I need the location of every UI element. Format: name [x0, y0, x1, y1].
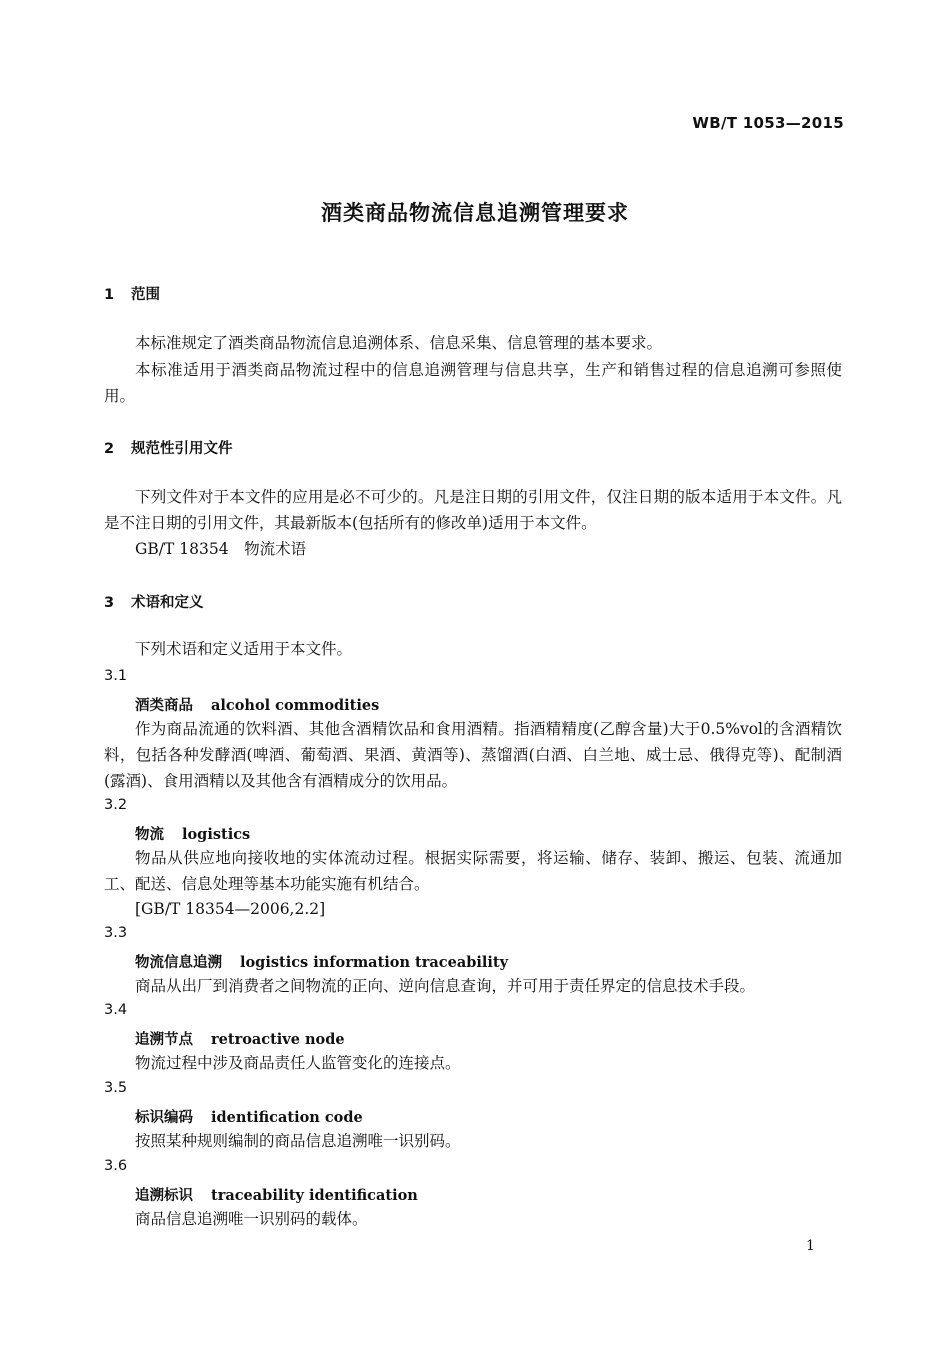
section-number: 1 — [104, 287, 115, 303]
term-heading — [135, 1028, 345, 1049]
term-zh: 酒类商品 — [135, 698, 193, 714]
term-source: [GB/T 18354—2006,2.2] — [135, 900, 326, 918]
term-number: 3.3 — [104, 925, 128, 941]
term-zh: 物流 — [135, 827, 164, 843]
term-definition: 物品从供应地向接收地的实体流动过程。根据实际需要，将运输、储存、装卸、搬运、包装、流通加工、配送、信息处理等基本功能实施有机结合。 — [104, 849, 842, 893]
term-heading — [135, 951, 508, 972]
section-3-heading — [104, 591, 204, 612]
section-title: 规范性引用文件 — [131, 441, 233, 457]
section-2-paragraph-1: 下列文件对于本文件的应用是必不可少的。凡是注日期的引用文件，仅注日期的版本适用于本文件。凡是不注日期的引用文件，其最新版本(包括所有的修改单)适用于本文件。 — [104, 488, 842, 532]
term-number: 3.5 — [104, 1080, 128, 1096]
term-zh: 追溯节点 — [135, 1032, 193, 1048]
term-zh: 物流信息追溯 — [135, 955, 222, 971]
term-number: 3.1 — [104, 668, 128, 684]
page-number: 1 — [806, 1238, 815, 1254]
term-definition: 商品从出厂到消费者之间物流的正向、逆向信息查询，并可用于责任界定的信息技术手段。 — [135, 977, 756, 995]
section-title: 范围 — [131, 287, 160, 303]
term-zh: 追溯标识 — [135, 1188, 193, 1204]
term-definition: 商品信息追溯唯一识别码的载体。 — [135, 1210, 368, 1228]
term-number: 3.6 — [104, 1158, 128, 1174]
term-en: alcohol commodities — [211, 697, 380, 714]
term-en: retroactive node — [211, 1031, 345, 1048]
term-heading — [135, 694, 379, 715]
section-number: 3 — [104, 595, 115, 611]
term-heading — [135, 1106, 363, 1127]
term-number: 3.2 — [104, 797, 128, 813]
term-heading — [135, 823, 250, 844]
term-definition: 物流过程中涉及商品责任人监管变化的连接点。 — [135, 1054, 461, 1072]
term-definition: 作为商品流通的饮料酒、其他含酒精饮品和食用酒精。指酒精精度(乙醇含量)大于0.5%vol的含酒精饮料，包括各种发酵酒(啤酒、葡萄酒、果酒、黄酒等)、蒸馏酒(白酒、白兰地、威士忌、俄得克等)、配制酒(露酒)、食用酒精以及其他含有酒精成分的饮用品。 — [104, 720, 842, 790]
term-en: traceability identification — [211, 1187, 418, 1204]
section-1-heading — [104, 283, 160, 304]
term-zh: 标识编码 — [135, 1110, 193, 1126]
section-1-paragraph-2: 本标准适用于酒类商品物流过程中的信息追溯管理与信息共享，生产和销售过程的信息追溯可参照使用。 — [104, 361, 842, 405]
standard-code: WB/T 1053—2015 — [692, 114, 844, 132]
document-title: 酒类商品物流信息追溯管理要求 — [321, 201, 629, 225]
term-en: logistics — [182, 826, 251, 843]
section-number: 2 — [104, 441, 115, 457]
term-en: logistics information traceability — [240, 954, 509, 971]
section-title: 术语和定义 — [131, 595, 204, 611]
term-number: 3.4 — [104, 1002, 128, 1018]
term-definition: 按照某种规则编制的商品信息追溯唯一识别码。 — [135, 1132, 461, 1150]
section-3-intro: 下列术语和定义适用于本文件。 — [135, 640, 353, 658]
section-2-heading — [104, 437, 233, 458]
normative-reference: GB/T 18354 物流术语 — [135, 540, 307, 558]
term-heading — [135, 1184, 418, 1205]
section-1-paragraph-1: 本标准规定了酒类商品物流信息追溯体系、信息采集、信息管理的基本要求。 — [135, 334, 663, 352]
term-en: identification code — [211, 1109, 363, 1126]
